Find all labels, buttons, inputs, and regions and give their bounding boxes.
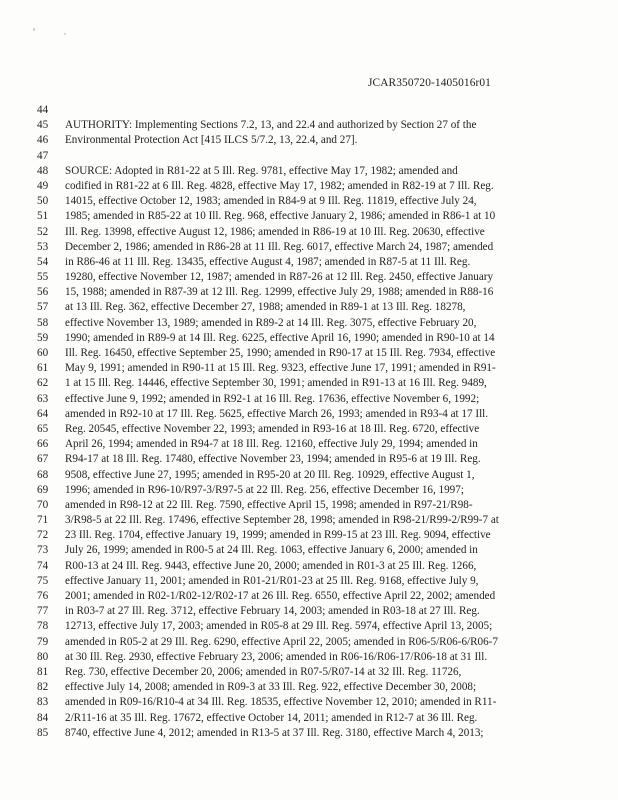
text-line [37, 711, 597, 726]
line-text: 14015, effective October 12, 1983; amended in R84-9 at 9 Ill. Reg. 11819, effective July 24, [65, 195, 477, 208]
line-text: 1 at 15 Ill. Reg. 14446, effective September 30, 1991; amended in R91-13 at 16 Ill. Reg. 9489, [65, 377, 487, 390]
line-text: Reg. 730, effective December 20, 2006; amended in R07-5/R07-14 at 32 Ill. Reg. 11726, [65, 665, 462, 678]
document-id: JCAR350720-1405016r01 [368, 77, 491, 89]
text-line [37, 346, 597, 361]
line-number: 84 [37, 711, 49, 724]
line-text: R00-13 at 24 Ill. Reg. 9443, effective June 20, 2000; amended in R01-3 at 25 Ill. Reg. 1266, [65, 559, 477, 572]
line-number: 53 [37, 240, 49, 253]
line-text: at 13 Ill. Reg. 362, effective December 27, 1988; amended in R89-1 at 13 Ill. Reg. 18278, [65, 301, 466, 314]
line-number: 55 [37, 271, 49, 284]
line-text: 2001; amended in R02-1/R02-12/R02-17 at 26 Ill. Reg. 6550, effective April 22, 2002; amended [65, 590, 496, 602]
text-line [37, 194, 597, 209]
text-line [37, 103, 597, 118]
text-line [37, 422, 597, 437]
line-text: AUTHORITY: Implementing Sections 7.2, 13, and 22.4 and authorized by Section 27 of the [65, 119, 477, 132]
line-number: 81 [37, 665, 49, 678]
line-number: 62 [37, 377, 49, 390]
text-line [37, 407, 597, 422]
line-number: 61 [37, 362, 49, 375]
line-text: codified in R81-22 at 6 Ill. Reg. 4828, effective May 17, 1982; amended in R82-19 at 7 Ill. Reg. [65, 179, 494, 192]
line-number: 79 [37, 635, 49, 648]
line-text: May 9, 1991; amended in R90-11 at 15 Ill. Reg. 9323, effective June 17, 1991; amended in R91- [65, 362, 496, 375]
line-number: 51 [37, 210, 49, 223]
line-number: 77 [37, 605, 49, 618]
text-line [37, 559, 597, 574]
text-line [37, 635, 597, 650]
line-number: 45 [37, 119, 49, 132]
line-text: amended in R92-10 at 17 Ill. Reg. 5625, effective March 26, 1993; amended in R93-4 at 17 Ill. [65, 407, 489, 420]
line-text: in R03-7 at 27 Ill. Reg. 3712, effective February 14, 2003; amended in R03-18 at 27 Ill. Reg. [65, 605, 480, 618]
text-line [37, 376, 597, 391]
line-number: 49 [37, 179, 49, 192]
line-text: effective January 11, 2001; amended in R01-21/R01-23 at 25 Ill. Reg. 9168, effective July 9, [65, 574, 479, 587]
text-line [37, 164, 597, 179]
line-text: in R86-46 at 11 Ill. Reg. 13435, effective August 4, 1987; amended in R87-5 at 11 Ill. Reg. [65, 255, 471, 268]
line-text: effective July 14, 2008; amended in R09-3 at 33 Ill. Reg. 922, effective December 30, 2008; [65, 681, 477, 694]
line-text: Reg. 20545, effective November 22, 1993; amended in R93-16 at 18 Ill. Reg. 6720, effective [65, 422, 480, 435]
text-line [37, 726, 597, 741]
line-number: 59 [37, 331, 49, 344]
line-text: 1990; amended in R89-9 at 14 Ill. Reg. 6225, effective April 16, 1990; amended in R90-10 at 14 [65, 331, 495, 344]
line-number: 66 [37, 438, 49, 451]
line-number: 52 [37, 225, 49, 238]
text-line [37, 331, 597, 346]
line-number: 65 [37, 422, 49, 435]
text-line [37, 270, 597, 285]
line-number: 70 [37, 498, 49, 511]
line-number: 47 [37, 149, 49, 162]
line-number: 80 [37, 650, 49, 663]
line-text: December 2, 1986; amended in R86-28 at 11 Ill. Reg. 6017, effective March 24, 1987; amended [65, 240, 494, 253]
line-text: 8740, effective June 4, 2012; amended in R13-5 at 37 Ill. Reg. 3180, effective March 4, 2013; [65, 726, 484, 739]
line-text: 19280, effective November 12, 1987; amended in R87-26 at 12 Ill. Reg. 2450, effective January [65, 271, 494, 284]
line-text: R94-17 at 18 Ill. Reg. 17480, effective November 23, 1994; amended in R95-6 at 19 Ill. Reg. [65, 453, 481, 466]
line-text: effective June 9, 1992; amended in R92-1 at 16 Ill. Reg. 17636, effective November 6, 1992; [65, 392, 480, 405]
line-text: 3/R98-5 at 22 Ill. Reg. 17496, effective September 28, 1998; amended in R98-21/R99-2/R99-7 at [65, 514, 499, 527]
line-number: 83 [37, 696, 49, 709]
line-text: July 26, 1999; amended in R00-5 at 24 Ill. Reg. 1063, effective January 6, 2000; amended in [65, 544, 478, 557]
line-text: 12713, effective July 17, 2003; amended in R05-8 at 29 Ill. Reg. 5974, effective April 13, 2005; [65, 620, 493, 633]
line-number: 67 [37, 453, 49, 466]
numbered-text-body [37, 103, 597, 741]
text-line [37, 179, 597, 194]
line-text: effective November 13, 1989; amended in R89-2 at 14 Ill. Reg. 3075, effective February 20, [65, 316, 477, 329]
line-number: 78 [37, 620, 49, 633]
line-text: at 30 Ill. Reg. 2930, effective February 23, 2006; amended in R06-16/R06-17/R06-18 at 31 Ill. [65, 650, 488, 663]
line-text: 1985; amended in R85-22 at 10 Ill. Reg. 968, effective January 2, 1986; amended in R86-1 at 10 [65, 210, 496, 223]
text-line [37, 300, 597, 315]
text-line [37, 361, 597, 376]
line-number: 68 [37, 468, 49, 481]
line-text: SOURCE: Adopted in R81-22 at 5 Ill. Reg. 9781, effective May 17, 1982; amended and [65, 164, 458, 177]
text-line [37, 695, 597, 710]
line-number: 57 [37, 301, 49, 314]
line-number: 58 [37, 316, 49, 329]
line-text: amended in R05-2 at 29 Ill. Reg. 6290, effective April 22, 2005; amended in R06-5/R06-6/R06-7 [65, 635, 498, 648]
text-line [37, 483, 597, 498]
line-number: 48 [37, 164, 49, 177]
line-text: 15, 1988; amended in R87-39 at 12 Ill. Reg. 12999, effective July 29, 1988; amended in R88-16 [65, 286, 494, 299]
text-line [37, 285, 597, 300]
text-line [37, 574, 597, 589]
line-text: 9508, effective June 27, 1995; amended in R95-20 at 20 Ill. Reg. 10929, effective August 1, [65, 468, 475, 481]
text-line [37, 209, 597, 224]
text-line [37, 604, 597, 619]
text-line [37, 498, 597, 513]
line-text: amended in R98-12 at 22 Ill. Reg. 7590, effective April 15, 1998; amended in R97-21/R98- [65, 498, 473, 511]
line-number: 56 [37, 286, 49, 299]
text-line [37, 255, 597, 270]
text-line [37, 133, 597, 148]
scan-speck [33, 28, 35, 31]
line-text: 2/R11-16 at 35 Ill. Reg. 17672, effective October 14, 2011; amended in R12-7 at 36 Ill. Reg. [65, 711, 478, 724]
line-text [65, 149, 597, 164]
text-line [37, 589, 597, 604]
text-line [37, 240, 597, 255]
text-line [37, 468, 597, 483]
line-number: 50 [37, 195, 49, 208]
line-text: amended in R09-16/R10-4 at 34 Ill. Reg. 18535, effective November 12, 2010; amended in R11- [65, 696, 497, 709]
line-number: 82 [37, 681, 49, 694]
scan-speck [64, 33, 66, 35]
line-number: 54 [37, 255, 49, 268]
line-number: 72 [37, 529, 49, 542]
text-line [37, 149, 597, 164]
line-number: 63 [37, 392, 49, 405]
line-text: April 26, 1994; amended in R94-7 at 18 Ill. Reg. 12160, effective July 29, 1994; amended in [65, 438, 478, 451]
line-text [65, 103, 597, 118]
line-text: Ill. Reg. 16450, effective September 25, 1990; amended in R90-17 at 15 Ill. Reg. 7934, effective [65, 347, 496, 359]
line-number: 64 [37, 407, 49, 420]
text-line [37, 665, 597, 680]
line-text: 23 Ill. Reg. 1704, effective January 19, 1999; amended in R99-15 at 23 Ill. Reg. 9094, effective [65, 529, 491, 542]
line-number: 74 [37, 559, 49, 572]
text-line [37, 650, 597, 665]
text-line [37, 392, 597, 407]
text-line [37, 680, 597, 695]
text-line [37, 619, 597, 634]
line-number: 73 [37, 544, 49, 557]
text-line [37, 316, 597, 331]
line-number: 60 [37, 347, 49, 359]
line-number: 46 [37, 134, 49, 147]
line-text: Ill. Reg. 13998, effective August 12, 1986; amended in R86-19 at 10 Ill. Reg. 20630, effective [65, 225, 485, 238]
line-number: 75 [37, 574, 49, 587]
text-line [37, 543, 597, 558]
text-line [37, 528, 597, 543]
line-number: 85 [37, 726, 49, 739]
text-line [37, 513, 597, 528]
line-number: 71 [37, 514, 49, 527]
line-text: 1996; amended in R96-10/R97-3/R97-5 at 22 Ill. Reg. 256, effective December 16, 1997; [65, 483, 464, 496]
text-line [37, 452, 597, 467]
line-number: 76 [37, 590, 49, 602]
line-number: 44 [37, 104, 49, 116]
text-line [37, 437, 597, 452]
line-text: Environmental Protection Act [415 ILCS 5/7.2, 13, 22.4, and 27]. [65, 134, 358, 147]
text-line [37, 225, 597, 240]
text-line [37, 118, 597, 133]
line-number: 69 [37, 483, 49, 496]
